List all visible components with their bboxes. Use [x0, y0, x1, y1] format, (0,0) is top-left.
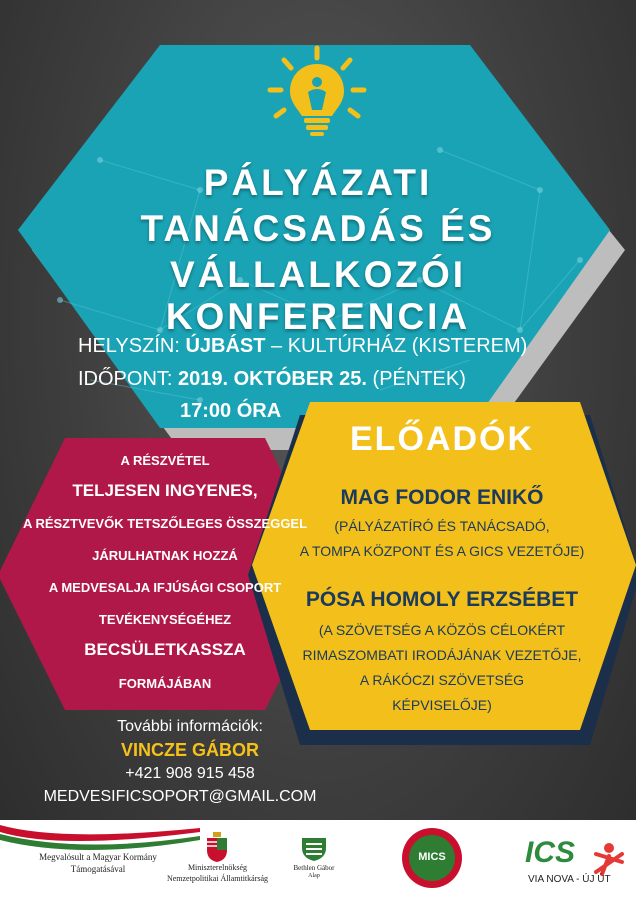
time-line: [78, 368, 466, 391]
participation-line-6: TEVÉKENYSÉGÉHEZ: [98, 612, 232, 627]
bethlen-line-1: Bethlen Gábor: [293, 864, 335, 872]
event-hour: 17:00 ÓRA: [180, 400, 282, 422]
participation-line-2: TELJESEN INGYENES,: [72, 481, 258, 500]
ministry-line-2: Nemzetpolitikai Államtitkárság: [166, 874, 269, 883]
speaker-1-role-2: A TOMPA KÖZPONT ÉS A GICS VEZETŐJE): [299, 543, 585, 559]
title-line-1: PÁLYÁZATI: [203, 162, 433, 203]
speaker-1-role-1: (PÁLYÁZATÍRÓ ÉS TANÁCSADÓ,: [334, 518, 550, 534]
participation-line-8: FORMÁJÁBAN: [118, 676, 212, 691]
participation-line-5: A MEDVESALJA IFJÚSÁGI CSOPORT: [48, 580, 282, 595]
event-day: (PÉNTEK): [366, 368, 466, 390]
bethlen-shield-icon: [300, 836, 328, 862]
speaker-2-role-4: KÉPVISELŐJE): [392, 697, 492, 713]
title-line-3: VÁLLALKOZÓI KONFERENCIA: [165, 254, 471, 337]
speaker-2-role-2: RIMASZOMBATI IRODÁJÁNAK VEZETŐJE,: [302, 647, 582, 663]
support-line-2: Támogatásával: [70, 864, 126, 874]
event-date: 2019. OKTÓBER 25.: [178, 368, 367, 390]
contact-phone[interactable]: +421 908 915 458: [125, 765, 255, 782]
speakers-heading: ELŐADÓK: [350, 420, 534, 458]
speaker-2-role-3: A RÁKÓCZI SZÖVETSÉG: [359, 672, 525, 688]
participation-line-1: A RÉSZVÉTEL: [120, 453, 210, 468]
speaker-1-name: MAG FODOR ENIKŐ: [340, 486, 544, 509]
time-label: IDŐPONT:: [78, 368, 173, 390]
bethlen-line-2: Alap: [308, 873, 320, 879]
ics-label: ICS: [525, 836, 576, 869]
coat-of-arms-icon: [205, 832, 229, 862]
contact-label: További információk:: [117, 718, 263, 735]
ministry-line-1: Miniszterelnökség: [187, 863, 248, 872]
contact-name: VINCZE GÁBOR: [120, 740, 259, 760]
title-line-2: TANÁCSADÁS ÉS: [140, 208, 496, 249]
location-line: [78, 335, 527, 358]
ics-subtitle: VIA NOVA - ÚJ ÚT: [528, 874, 611, 885]
person-icon: [592, 842, 626, 876]
participation-line-3: A RÉSZTVEVŐK TETSZŐLEGES ÖSSZEGGEL: [22, 516, 308, 531]
location-label: HELYSZÍN:: [78, 335, 180, 357]
participation-line-7: BECSÜLETKASSZA: [84, 640, 246, 659]
contact-email[interactable]: MEDVESIFICSOPORT@GMAIL.COM: [43, 788, 317, 805]
support-line-1: Megvalósult a Magyar Kormány: [39, 852, 157, 862]
mics-label: MICS: [418, 851, 446, 863]
lightbulb-icon: [262, 42, 372, 142]
speaker-2-name: PÓSA HOMOLY ERZSÉBET: [305, 588, 579, 611]
participation-line-4: JÁRULHATNAK HOZZÁ: [92, 548, 238, 563]
location-rest: – KULTÚRHÁZ (KISTEREM): [265, 335, 528, 357]
speaker-2-role-1: (A SZÖVETSÉG A KÖZÖS CÉLOKÉRT: [318, 622, 566, 638]
location-place: ÚJBÁST: [185, 335, 266, 357]
